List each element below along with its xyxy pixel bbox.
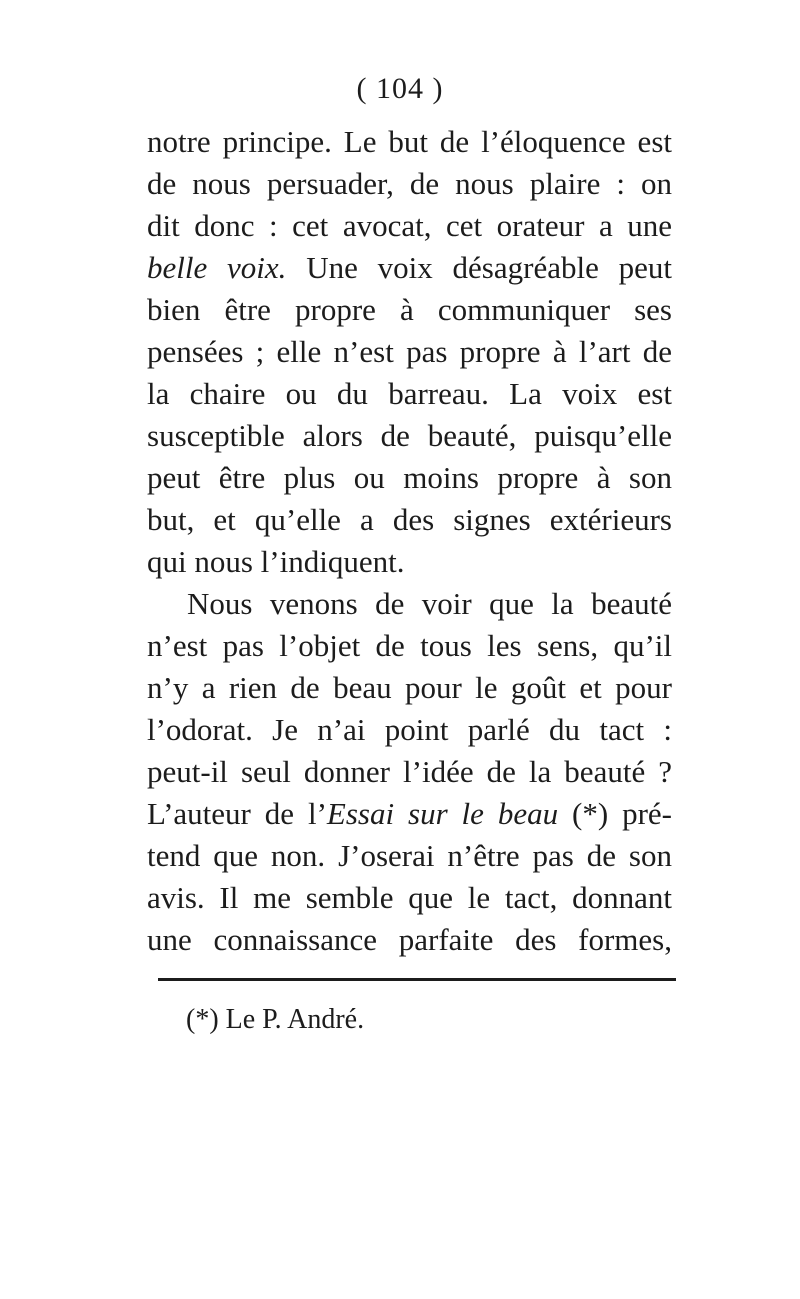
text-line: notre principe. Le but de l’éloquence est xyxy=(147,124,672,159)
text-line: dit donc : cet avocat, cet orateur a une xyxy=(147,208,672,243)
text-line xyxy=(147,794,672,834)
text-line: susceptible alors de beauté, puisqu’elle xyxy=(147,418,672,453)
text-line: pensées ; elle n’est pas propre à l’art de xyxy=(147,334,672,369)
footnote-marker: (*) pré- xyxy=(572,796,673,831)
page-number: ( 104 ) xyxy=(356,72,444,105)
text-line: avis. Il me semble que le tact, donnant xyxy=(147,880,672,915)
text-line: tend que non. J’oserai n’être pas de son xyxy=(147,838,672,873)
footnote-rule xyxy=(158,978,676,981)
text-span: L’auteur de l’ xyxy=(147,796,327,831)
book-title-italic: Essai sur le beau xyxy=(326,796,559,831)
text-span: Une voix désagréable peut xyxy=(306,250,672,285)
text-line: peut être plus ou moins propre à son xyxy=(147,460,672,495)
text-line xyxy=(147,248,672,288)
text-line: but, et qu’elle a des signes extérieurs xyxy=(147,502,672,537)
text-line: n’y a rien de beau pour le goût et pour xyxy=(147,670,672,705)
text-line: peut-il seul donner l’idée de la beauté ? xyxy=(147,754,672,789)
italic-phrase: belle voix. xyxy=(147,250,287,285)
text-line: une connaissance parfaite des formes, xyxy=(147,922,672,957)
text-line: l’odorat. Je n’ai point parlé du tact : xyxy=(147,712,672,747)
text-line: la chaire ou du barreau. La voix est xyxy=(147,376,672,411)
text-line: qui nous l’indiquent. xyxy=(147,544,405,579)
text-line: bien être propre à communiquer ses xyxy=(147,292,672,327)
paragraph-first-line: Nous venons de voir que la beauté xyxy=(187,586,672,621)
footnote: (*) Le P. André. xyxy=(186,1004,365,1035)
text-line: de nous persuader, de nous plaire : on xyxy=(147,166,672,201)
text-line: n’est pas l’objet de tous les sens, qu’il xyxy=(147,628,672,663)
